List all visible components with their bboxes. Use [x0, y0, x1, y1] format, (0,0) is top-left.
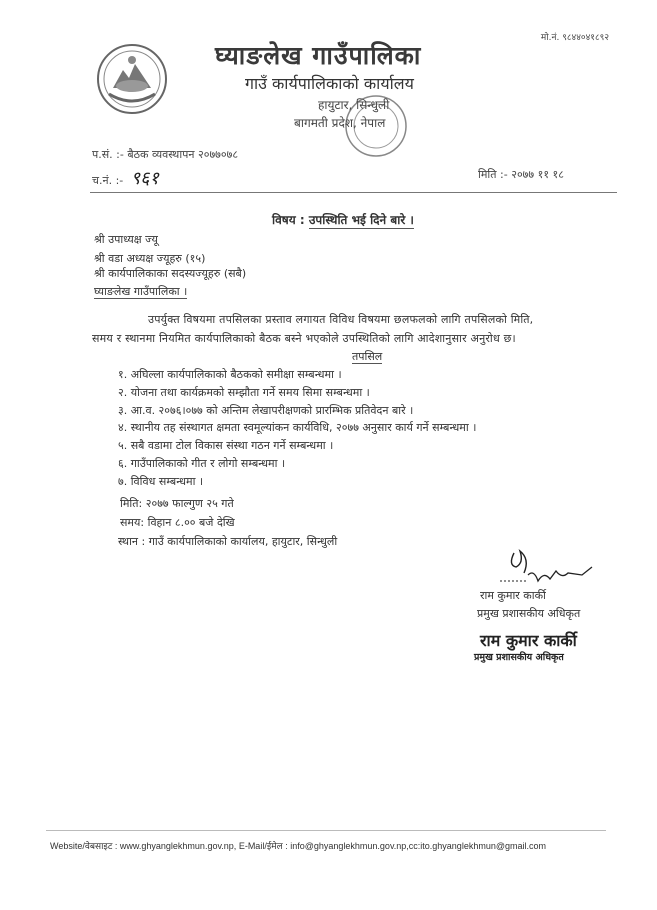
- recipient-office: [94, 284, 187, 299]
- signatory-position: प्रमुख प्रशासकीय अधिकृत: [477, 607, 581, 620]
- ref-chn-label: च.नं. :-: [92, 174, 124, 187]
- email-link[interactable]: info@ghyanglekhmun.gov.np,cc:ito.ghyanglekhmun@gmail.com: [290, 841, 546, 851]
- recipient: श्री उपाध्यक्ष ज्यू: [94, 233, 158, 246]
- date-label: मिति :-: [478, 168, 508, 181]
- nepal-emblem-icon: [95, 42, 169, 116]
- ref-chn-value: ९६१: [130, 168, 159, 189]
- recipient: श्री वडा अध्यक्ष ज्यूहरु (१५): [94, 252, 206, 265]
- body-line-1: उपर्युक्त विषयमा तपसिलका प्रस्ताव लगायत विविध विषयमा छलफलको लागि तपसिलको मिति,: [148, 313, 534, 326]
- letter-date: [478, 167, 564, 182]
- recipient: श्री कार्यपालिकाका सदस्यज्यूहरु (सबै): [94, 267, 247, 280]
- subject-line: [272, 211, 414, 228]
- agenda-item: ६. गाउँपालिकाको गीत र लोगो सम्बन्धमा ।: [118, 456, 286, 470]
- website-label: Website/वेबसाइट :: [50, 841, 118, 851]
- email-label: E-Mail/ईमेल :: [238, 841, 288, 851]
- tapasil-heading: तपसिल: [352, 350, 383, 363]
- phone-number: मो.नं. ९८४४०४१८९२: [540, 33, 609, 43]
- agenda-list: [118, 366, 476, 491]
- address-line-1: हायुटार, सिन्धुली: [318, 98, 390, 112]
- header-divider: [90, 192, 617, 193]
- agenda-item: ३. आ.व. २०७६।०७७ को अन्तिम लेखापरीक्षणको प्रारम्भिक प्रतिवेदन बारे ।: [118, 403, 414, 417]
- recipient: घ्याङलेख गाउँपालिका ।: [94, 285, 188, 298]
- ref-ps-value: बैठक व्यवस्थापन २०७७०७८: [127, 148, 239, 161]
- signatory-name: राम कुमार कार्की: [480, 589, 546, 602]
- subject-label: विषय :: [272, 213, 305, 227]
- name-stamp: राम कुमार कार्की: [480, 631, 577, 650]
- agenda-item: ५. सबै वडामा टोल विकास संस्था गठन गर्ने सम्बन्धमा ।: [118, 439, 334, 453]
- date-value: २०७७ ११ १८: [511, 168, 564, 181]
- agenda-item: ४. स्थानीय तह संस्थागत क्षमता स्वमूल्यांकन कार्यविधि, २०७७ अनुसार कार्य गर्ने सम्बन्धमा ।: [118, 421, 477, 435]
- body-line-2: समय र स्थानमा नियमित कार्यपालिकाको बैठक बस्ने भएकोले उपस्थितिको लागि आदेशानुसार अनुरोध छ।: [92, 332, 516, 345]
- meeting-time: समय: विहान ८.०० बजे देखि: [120, 516, 235, 529]
- office-stamp-icon: [342, 92, 410, 160]
- footer-contact: [50, 839, 546, 852]
- agenda-item: ७. विविध सम्बन्धमा ।: [118, 474, 204, 488]
- ref-chn: [92, 166, 159, 190]
- office-title: घ्याङलेख गाउँपालिका: [215, 41, 422, 70]
- ref-ps: [92, 147, 238, 162]
- meeting-date: मिति: २०७७ फाल्गुण २५ गते: [120, 497, 234, 510]
- office-subtitle: गाउँ कार्यपालिकाको कार्यालय: [245, 74, 414, 93]
- agenda-item: २. योजना तथा कार्यक्रमको सम्झौता गर्ने समय सिमा सम्बन्धमा ।: [118, 385, 370, 399]
- agenda-item: १. अघिल्ला कार्यपालिकाको बैठकको समीक्षा सम्बन्धमा ।: [118, 368, 342, 381]
- ref-ps-label: प.सं. :-: [92, 148, 124, 161]
- subject-text: उपस्थिति भई दिने बारे ।: [308, 213, 414, 227]
- address-line-2: बागमती प्रदेश, नेपाल: [294, 116, 386, 130]
- position-stamp: प्रमुख प्रशासकीय अधिकृत: [474, 652, 564, 663]
- meeting-place: स्थान : गाउँ कार्यपालिकाको कार्यालय, हायुटार, सिन्धुली: [118, 535, 338, 548]
- footer-divider: [46, 830, 606, 831]
- website-link[interactable]: www.ghyanglekhmun.gov.np,: [119, 841, 237, 851]
